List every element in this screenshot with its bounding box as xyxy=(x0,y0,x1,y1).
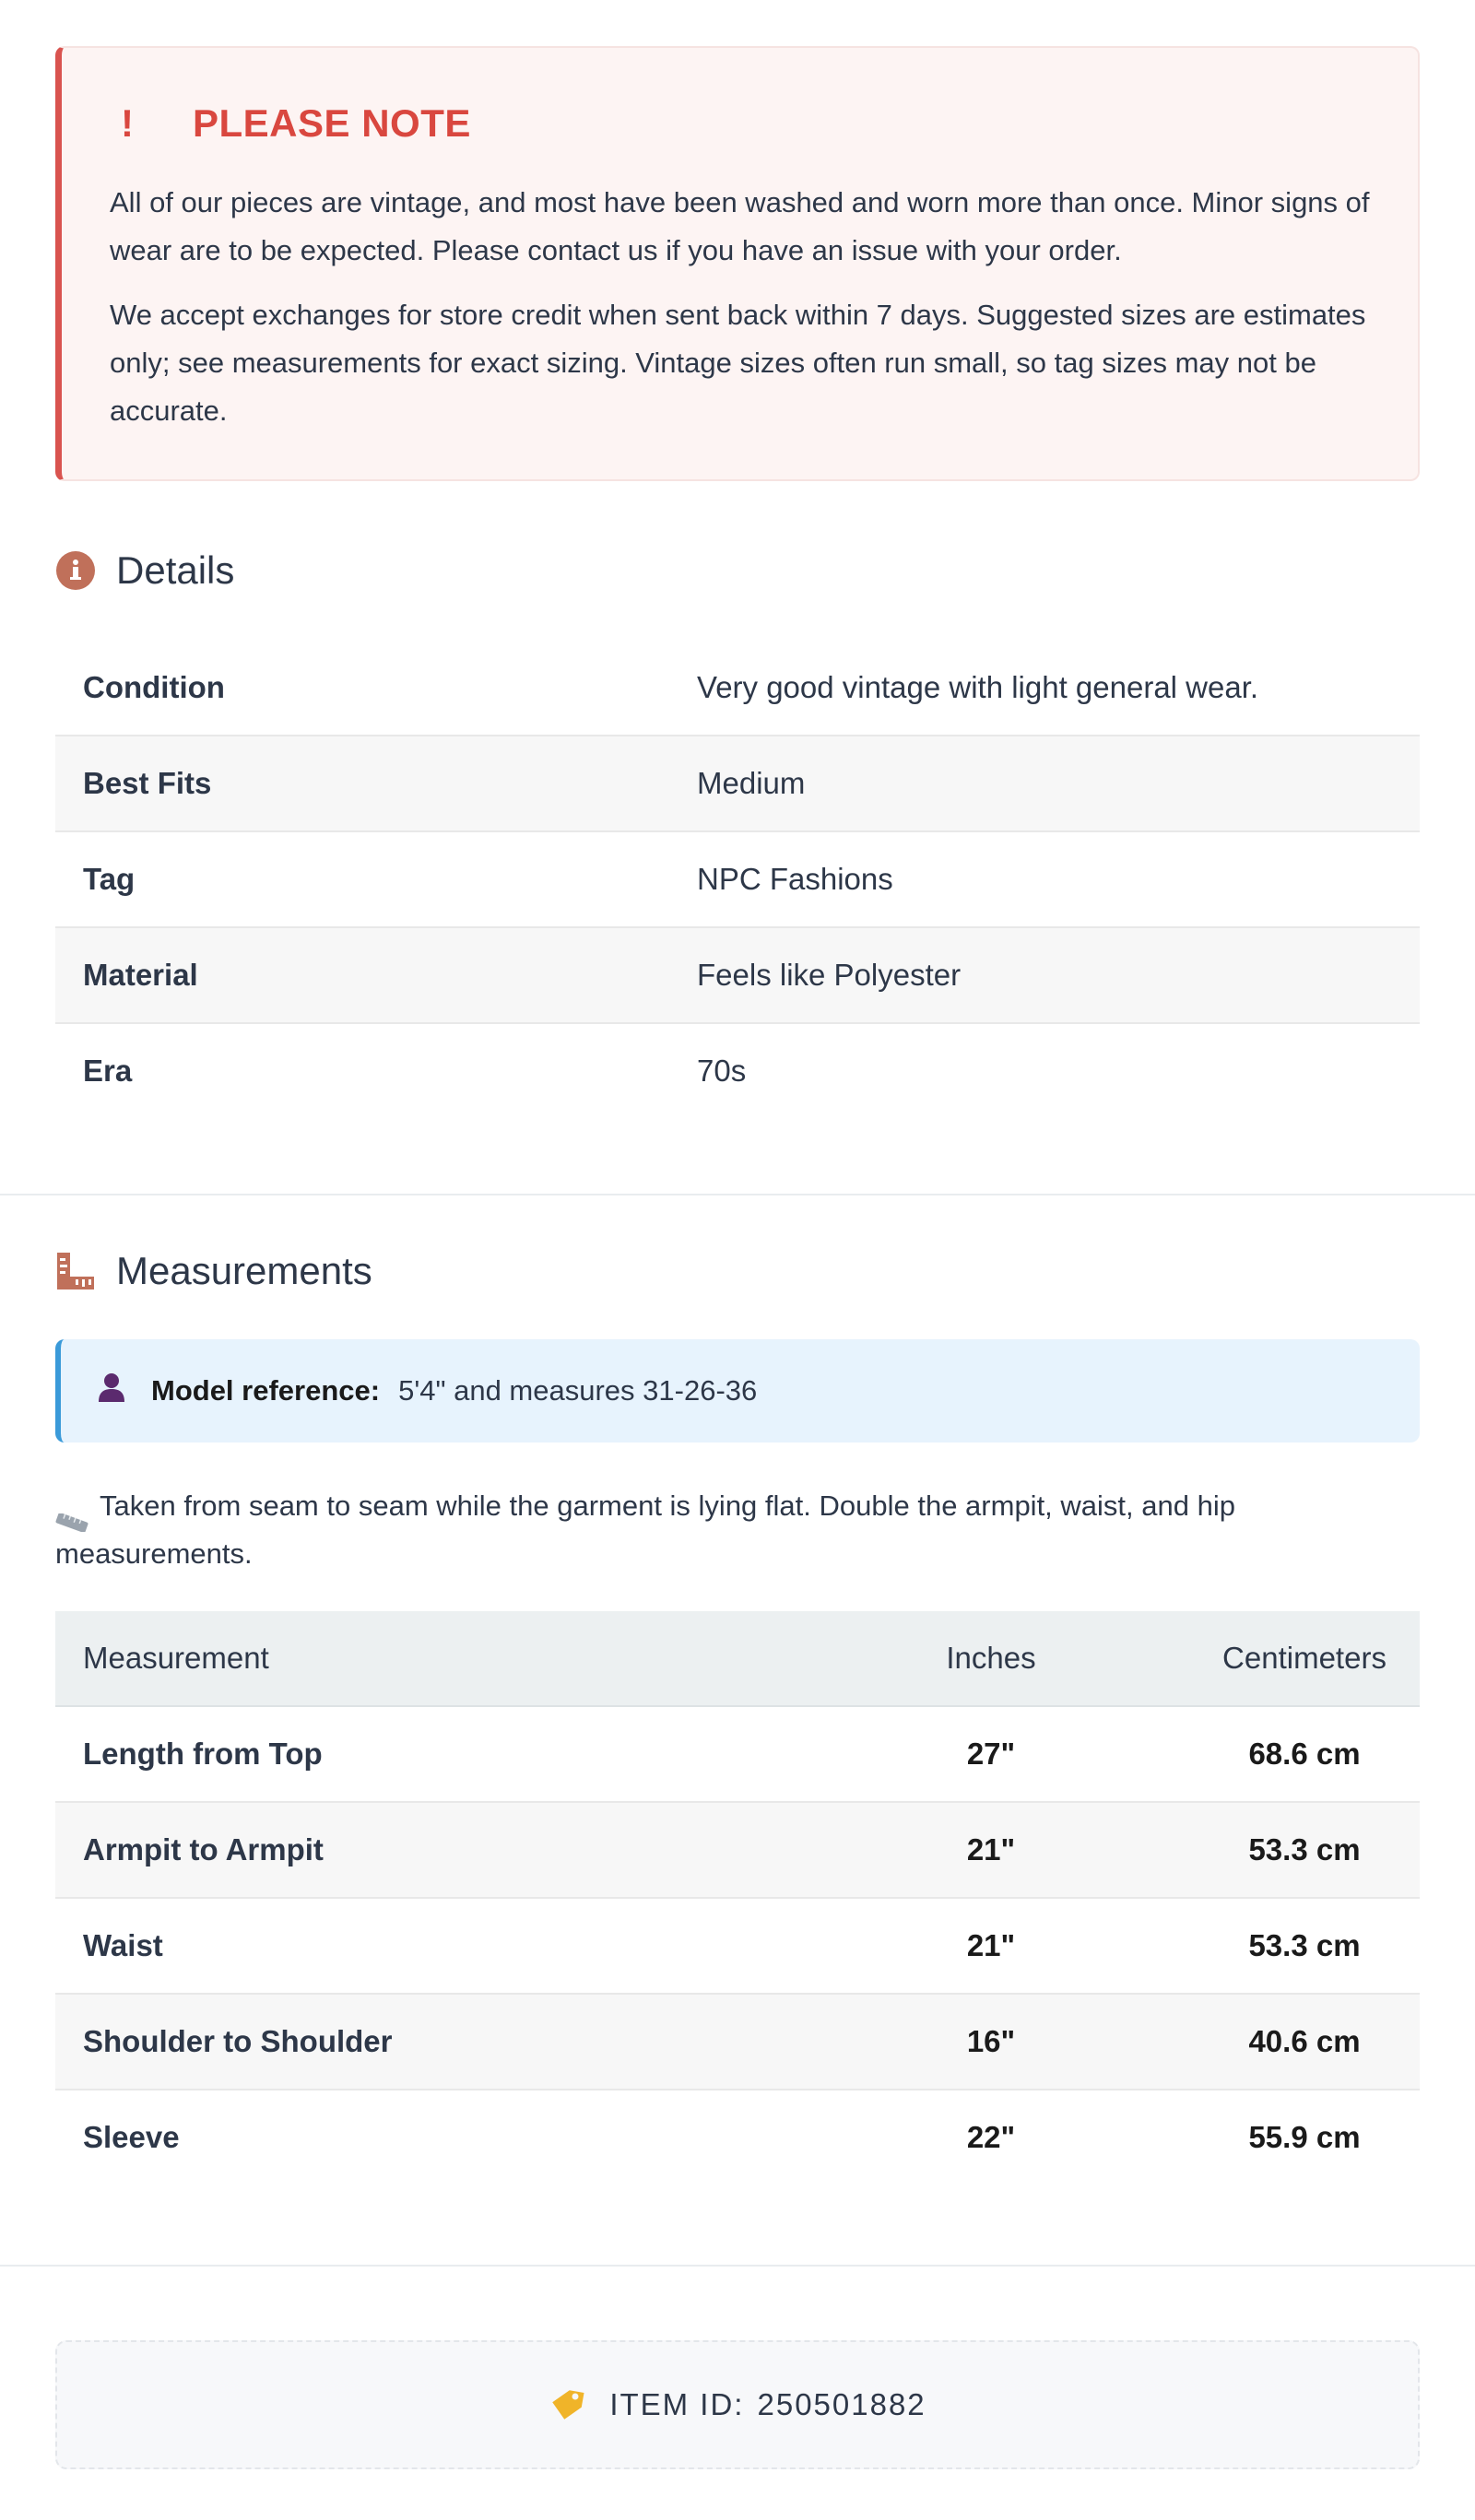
table-row xyxy=(55,641,1420,736)
info-circle-icon xyxy=(55,550,96,591)
notice-header xyxy=(110,101,1370,146)
column-header: Inches xyxy=(793,1611,1189,1706)
table-row xyxy=(55,1802,1420,1898)
table-row xyxy=(55,1898,1420,1994)
detail-value: 70s xyxy=(697,1054,747,1088)
details-table xyxy=(55,641,1420,1118)
model-reference-box xyxy=(55,1339,1420,1443)
column-header: Measurement xyxy=(55,1611,793,1706)
section-divider xyxy=(0,1194,1475,1195)
measurement-name: Waist xyxy=(55,1898,793,1994)
detail-value: Very good vintage with light general wear. xyxy=(697,641,1420,736)
detail-value: NPC Fashions xyxy=(697,831,1420,927)
tag-icon xyxy=(549,2386,585,2423)
measurements-table xyxy=(55,1611,1420,2184)
model-reference-value: 5'4" and measures 31-26-36 xyxy=(398,1374,758,1407)
ruler-icon xyxy=(55,1499,88,1517)
column-header: Centimeters xyxy=(1189,1611,1420,1706)
measurement-name: Armpit to Armpit xyxy=(55,1802,793,1898)
notice-box xyxy=(55,46,1420,481)
details-header xyxy=(55,548,234,593)
measurement-note xyxy=(55,1482,1346,1578)
table-row xyxy=(55,927,1420,1023)
detail-label: Condition xyxy=(55,641,697,736)
table-row xyxy=(55,736,1420,831)
ruler-combined-icon xyxy=(55,1251,96,1291)
exclamation-icon: ! xyxy=(121,101,134,145)
notice-paragraph-1: All of our pieces are vintage, and most have been washed and worn more than once. Minor signs of wear are to be expected. Please contact us if you have an issue with your order. xyxy=(110,186,1370,266)
measurement-cm: 40.6 cm xyxy=(1189,1994,1420,2090)
detail-value: Medium xyxy=(697,736,1420,831)
measurement-name: Shoulder to Shoulder xyxy=(55,1994,793,2090)
measurement-cm: 53.3 cm xyxy=(1189,1802,1420,1898)
measurement-inches: 16" xyxy=(793,1994,1189,2090)
measurements-title: Measurements xyxy=(116,1249,372,1292)
measurement-inches: 21" xyxy=(793,1802,1189,1898)
measurement-inches: 22" xyxy=(966,2120,1016,2154)
detail-label: Material xyxy=(55,927,697,1023)
table-row xyxy=(55,1994,1420,2090)
notice-paragraph-2: We accept exchanges for store credit when sent back within 7 days. Suggested sizes are estimates only; see measurements for exact sizing. Vintage sizes often run small, so tag sizes may not be accurate. xyxy=(110,299,1366,427)
measurement-inches: 27" xyxy=(793,1706,1189,1802)
table-header-row xyxy=(55,1611,1420,1706)
measurement-name: Length from Top xyxy=(55,1706,793,1802)
person-icon xyxy=(96,1372,127,1410)
measurement-inches: 21" xyxy=(793,1898,1189,1994)
table-row xyxy=(55,831,1420,927)
item-id-value: 250501882 xyxy=(757,2387,926,2421)
details-title: Details xyxy=(116,548,235,592)
item-id-label: ITEM ID: xyxy=(609,2387,745,2421)
measurement-cm: 55.9 cm xyxy=(1248,2120,1361,2154)
measurement-name: Sleeve xyxy=(83,2120,180,2154)
notice-title: PLEASE NOTE xyxy=(193,101,471,145)
detail-label: Tag xyxy=(55,831,697,927)
measurement-note-text: Taken from seam to seam while the garment is lying flat. Double the armpit, waist, and hip measurements. xyxy=(55,1490,1235,1570)
table-row xyxy=(55,1023,1420,1118)
detail-label: Best Fits xyxy=(55,736,697,831)
item-id-box xyxy=(55,2340,1420,2469)
measurement-cm: 53.3 cm xyxy=(1189,1898,1420,1994)
detail-label: Era xyxy=(83,1054,133,1088)
measurement-cm: 68.6 cm xyxy=(1189,1706,1420,1802)
detail-value: Feels like Polyester xyxy=(697,927,1420,1023)
table-row xyxy=(55,2090,1420,2184)
table-row xyxy=(55,1706,1420,1802)
section-divider xyxy=(0,2265,1475,2267)
measurements-header xyxy=(55,1249,372,1293)
model-reference-label: Model reference: xyxy=(151,1374,381,1407)
